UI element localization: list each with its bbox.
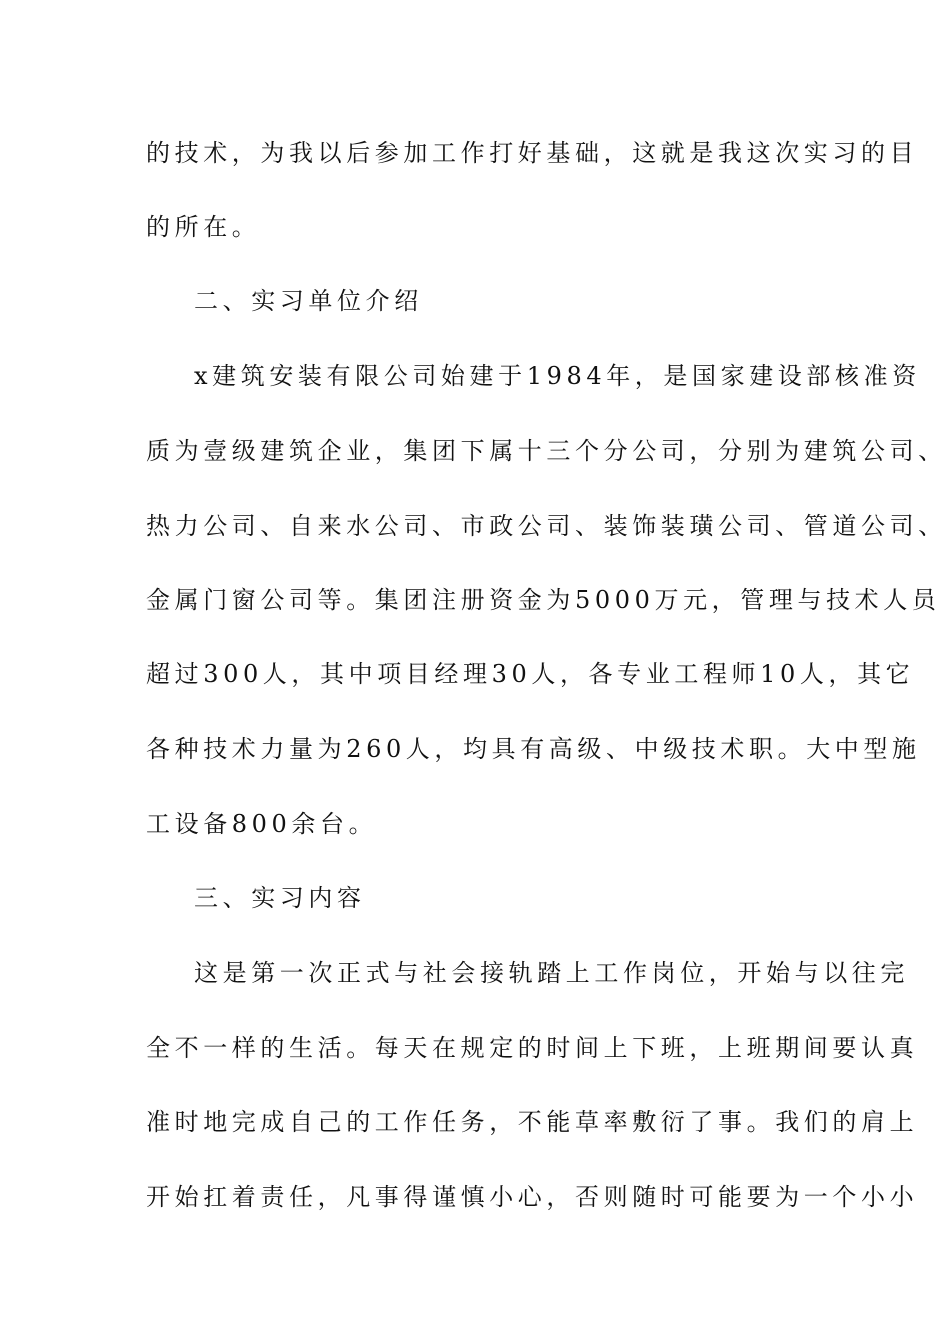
section-heading-unit-intro: 二、实习单位介绍	[194, 287, 423, 315]
paragraph-line: 准时地完成自己的工作任务，不能草率敷衍了事。我们的肩上	[146, 1108, 919, 1136]
section-heading-internship-content: 三、实习内容	[194, 884, 366, 912]
paragraph-line: 的所在。	[146, 213, 261, 241]
paragraph-line: 工设备800余台。	[146, 810, 378, 838]
paragraph-line: 热力公司、自来水公司、市政公司、装饰装璜公司、管道公司、	[146, 512, 947, 540]
paragraph-line: x建筑安装有限公司始建于1984年，是国家建设部核准资	[194, 362, 921, 390]
paragraph-line: 全不一样的生活。每天在规定的时间上下班，上班期间要认真	[146, 1034, 919, 1062]
paragraph-line: 超过300人，其中项目经理30人，各专业工程师10人，其它	[146, 660, 915, 688]
paragraph-line: 各种技术力量为260人，均具有高级、中级技术职。大中型施	[146, 735, 921, 763]
paragraph-line: 开始扛着责任，凡事得谨慎小心，否则随时可能要为一个小小	[146, 1183, 919, 1211]
paragraph-line: 这是第一次正式与社会接轨踏上工作岗位，开始与以往完	[194, 959, 909, 987]
paragraph-line: 的技术，为我以后参加工作打好基础，这就是我这次实习的目	[146, 139, 919, 167]
paragraph-line: 质为壹级建筑企业，集团下属十三个分公司，分别为建筑公司、	[146, 437, 947, 465]
paragraph-line: 金属门窗公司等。集团注册资金为5000万元，管理与技术人员	[146, 586, 941, 614]
